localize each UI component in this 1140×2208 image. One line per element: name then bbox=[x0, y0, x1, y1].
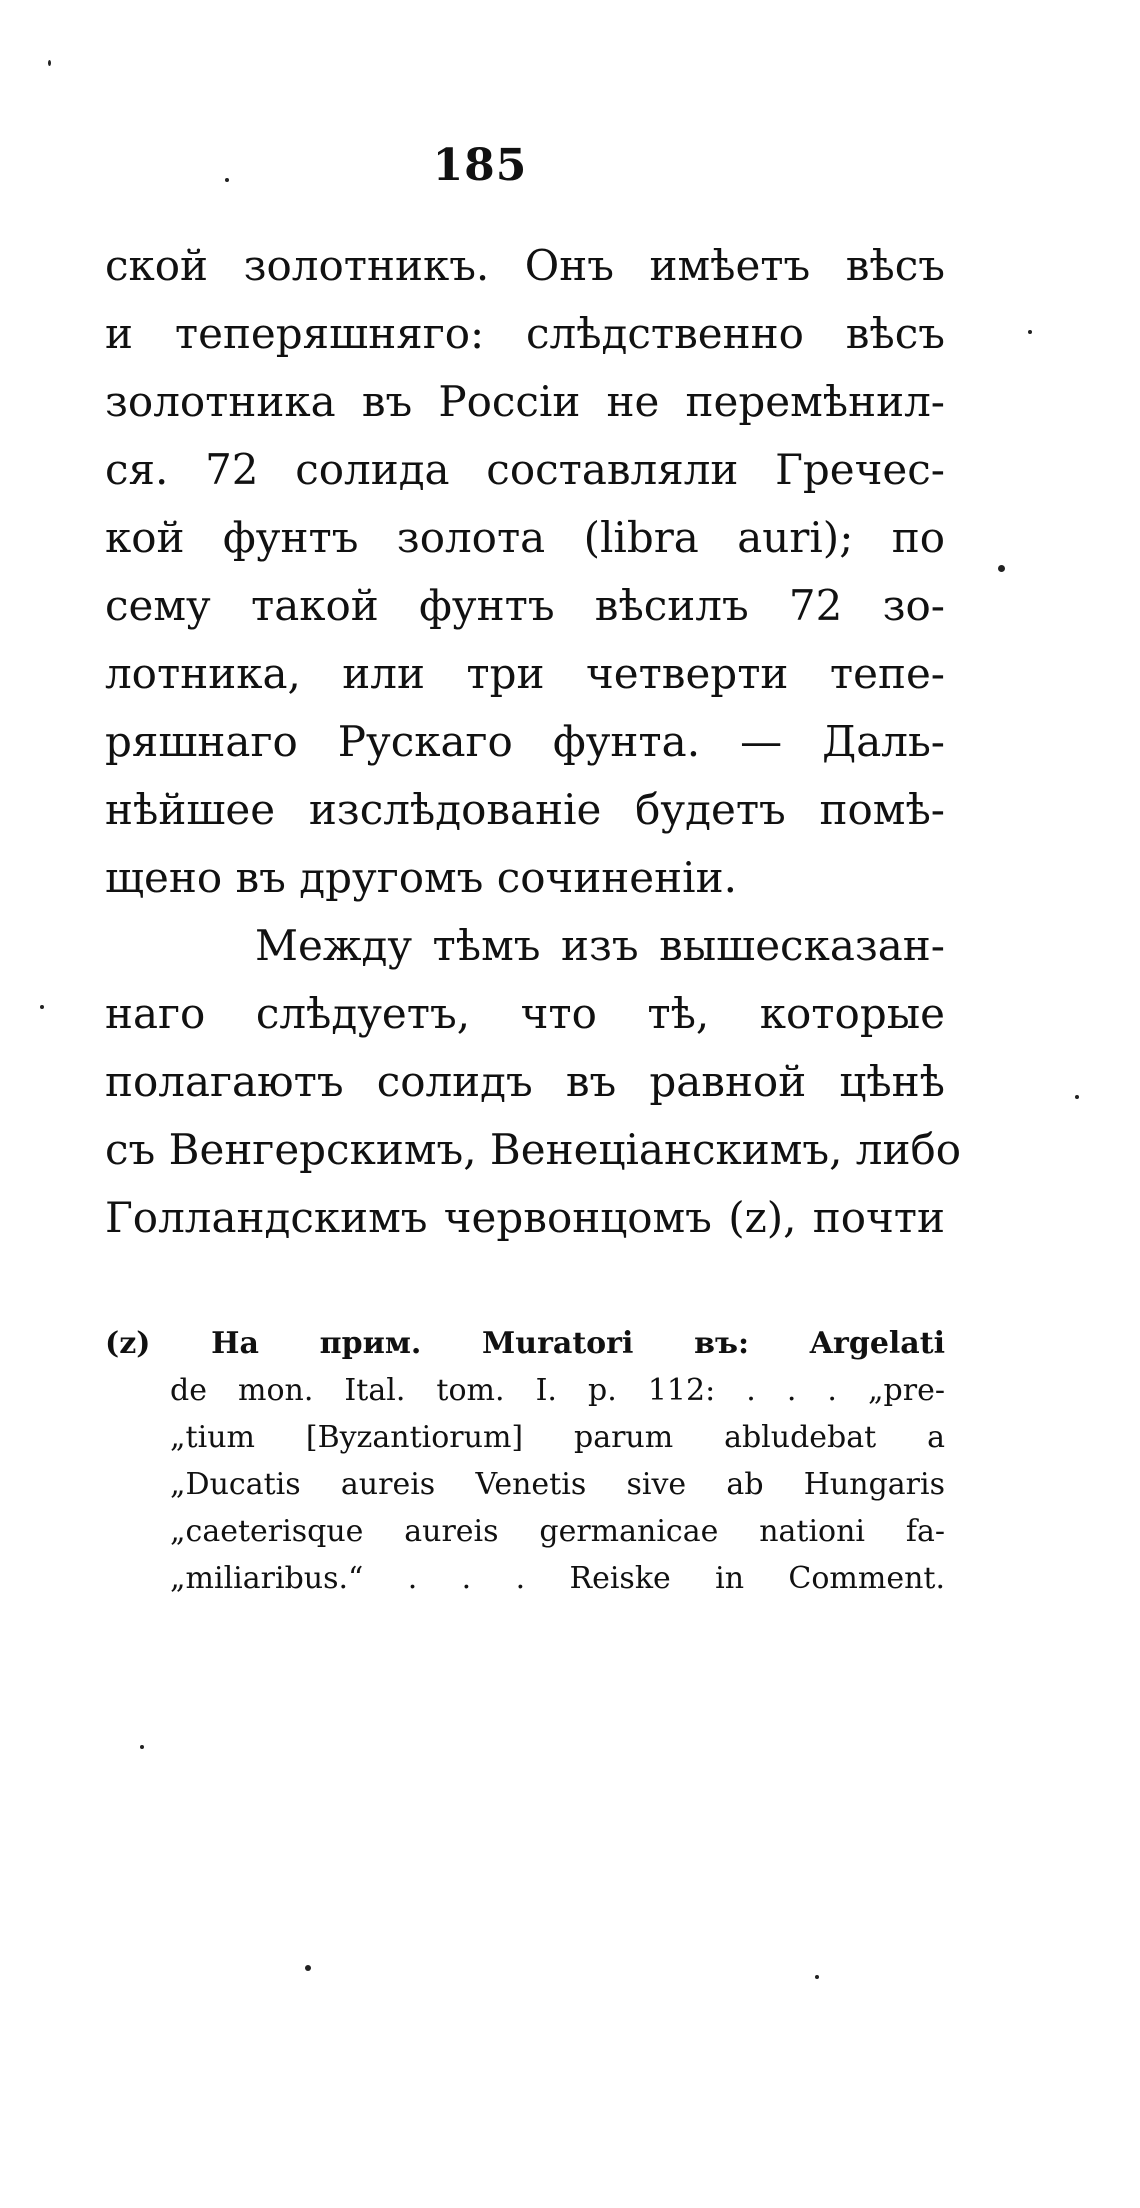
scan-speck bbox=[1075, 1095, 1079, 1099]
scan-speck bbox=[225, 178, 229, 182]
paragraph-start-line: Между тѣмъ изъ вышесказан- bbox=[255, 921, 945, 970]
scan-speck bbox=[140, 1745, 144, 1749]
footnote-line: „Ducatis aureis Venetis sive ab Hungaris bbox=[170, 1467, 945, 1502]
scan-speck bbox=[305, 1965, 311, 1971]
scan-speck bbox=[40, 1005, 44, 1009]
text-line: щено въ другомъ сочиненіи. bbox=[105, 853, 737, 902]
footnote-line: (z) На прим. Muratori въ: Argelati bbox=[105, 1326, 945, 1361]
footnote bbox=[105, 1320, 945, 1602]
scan-speck bbox=[48, 60, 51, 66]
scan-speck bbox=[1028, 330, 1032, 334]
text-line: и теперяшняго: слѣдственно вѣсъ bbox=[105, 309, 945, 358]
text-line: полагаютъ солидъ въ равной цѣнѣ bbox=[105, 1057, 945, 1106]
text-line: наго слѣдуетъ, что тѣ, которые bbox=[105, 989, 945, 1038]
footnote-line: de mon. Ital. tom. I. p. 112: . . . „pre- bbox=[170, 1373, 945, 1408]
scan-speck bbox=[998, 565, 1005, 572]
scan-speck bbox=[815, 1975, 819, 1979]
text-line: нѣйшее изслѣдованіе будетъ помѣ- bbox=[105, 785, 945, 834]
text-line: сему такой фунтъ вѣсилъ 72 зо- bbox=[105, 581, 945, 630]
text-line: съ Венгерскимъ, Венеціанскимъ, либо bbox=[105, 1125, 962, 1174]
text-line: ся. 72 солида составляли Гречес- bbox=[105, 445, 945, 494]
footnote-line: „caeterisque aureis germanicae nationi fa- bbox=[170, 1514, 945, 1549]
text-line: кой фунтъ золота (libra auri); по bbox=[105, 513, 945, 562]
footnote-line: „miliaribus.“ . . . Reiske in Comment. bbox=[170, 1561, 945, 1596]
main-text bbox=[105, 232, 962, 1252]
footnote-line: „tium [Byzantiorum] parum abludebat a bbox=[170, 1420, 945, 1455]
text-line: Голландскимъ червонцомъ (z), почти bbox=[105, 1193, 945, 1242]
page-number: 185 bbox=[432, 140, 528, 191]
text-line: золотника въ Россіи не перемѣнил- bbox=[105, 377, 945, 426]
text-line: лотника, или три четверти тепе- bbox=[105, 649, 945, 698]
text-line: ряшнаго Рускаго фунта. — Даль- bbox=[105, 717, 945, 766]
text-line: ской золотникъ. Онъ имѣетъ вѣсъ bbox=[105, 241, 945, 290]
